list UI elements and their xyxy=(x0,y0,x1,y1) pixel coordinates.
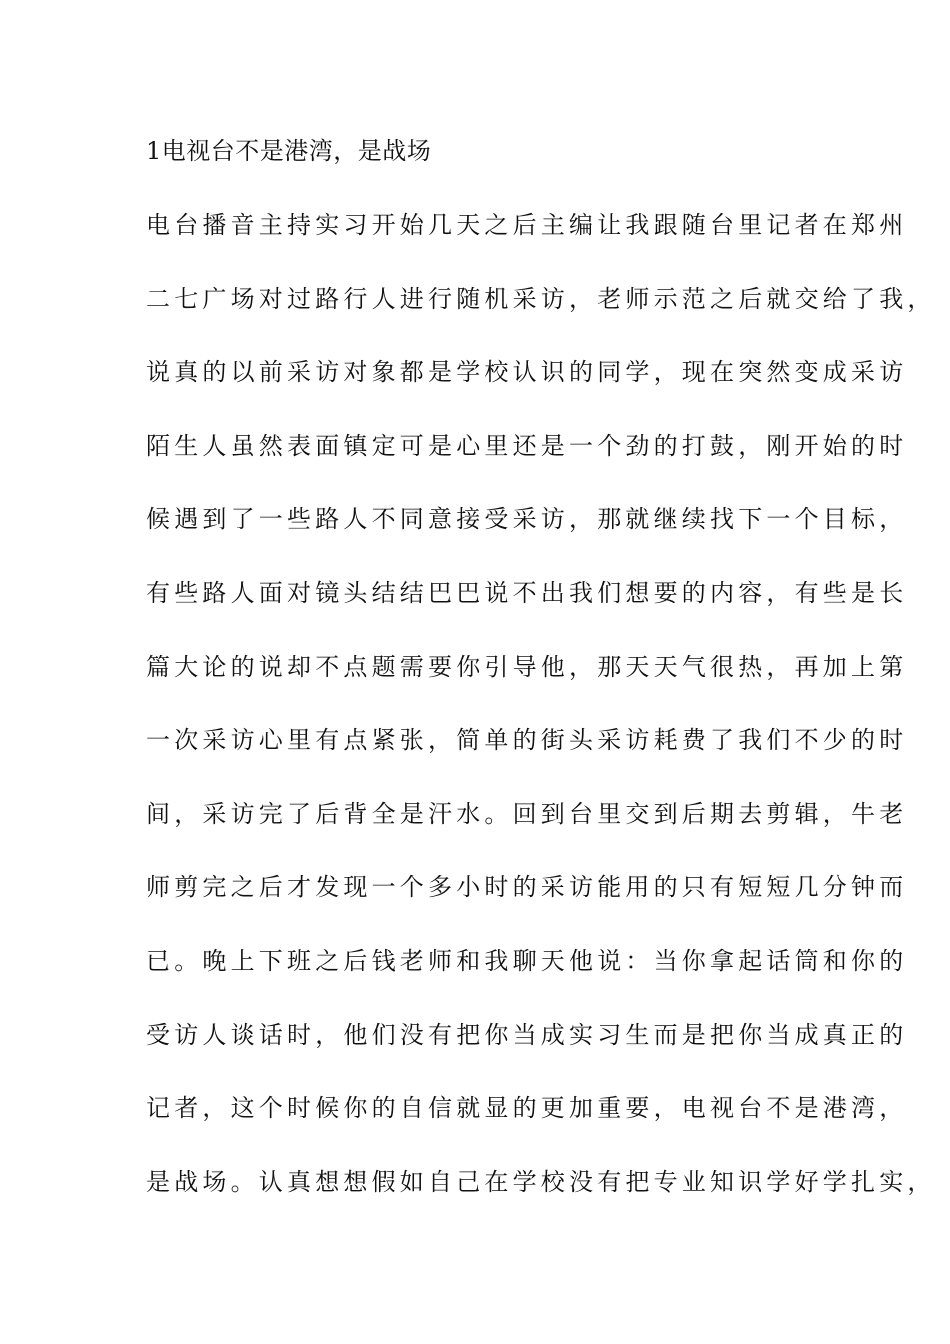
text-line: 一次采访心里有点紧张，简单的街头采访耗费了我们不少的时 xyxy=(146,726,908,755)
text-line: 电台播音主持实习开始几天之后主编让我跟随台里记者在郑州 xyxy=(146,211,908,239)
text-line: 篇大论的说却不点题需要你引导他，那天天气很热，再加上第 xyxy=(146,652,908,681)
text-line: 二七广场对过路行人进行随机采访，老师示范之后就交给了我， xyxy=(146,284,936,313)
text-line: 受访人谈话时，他们没有把你当成实习生而是把你当成真正的 xyxy=(146,1020,908,1049)
text-line: 师剪完之后才发现一个多小时的采访能用的只有短短几分钟而 xyxy=(146,873,908,902)
text-line: 间，采访完了后背全是汗水。回到台里交到后期去剪辑，牛老 xyxy=(146,799,908,828)
text-line: 说真的以前采访对象都是学校认识的同学，现在突然变成采访 xyxy=(146,358,908,387)
text-line: 有些路人面对镜头结结巴巴说不出我们想要的内容，有些是长 xyxy=(146,578,908,607)
text-line: 已。晚上下班之后钱老师和我聊天他说：当你拿起话筒和你的 xyxy=(146,946,908,975)
text-line: 是战场。认真想想假如自己在学校没有把专业知识学好学扎实， xyxy=(146,1167,936,1196)
text-line: 候遇到了一些路人不同意接受采访，那就继续找下一个目标， xyxy=(146,505,908,534)
section-heading: 1电视台不是港湾，是战场 xyxy=(146,137,432,165)
text-line: 记者，这个时候你的自信就显的更加重要，电视台不是港湾， xyxy=(146,1094,908,1123)
body-text xyxy=(146,208,936,1238)
text-line: 陌生人虽然表面镇定可是心里还是一个劲的打鼓，刚开始的时 xyxy=(146,431,908,460)
